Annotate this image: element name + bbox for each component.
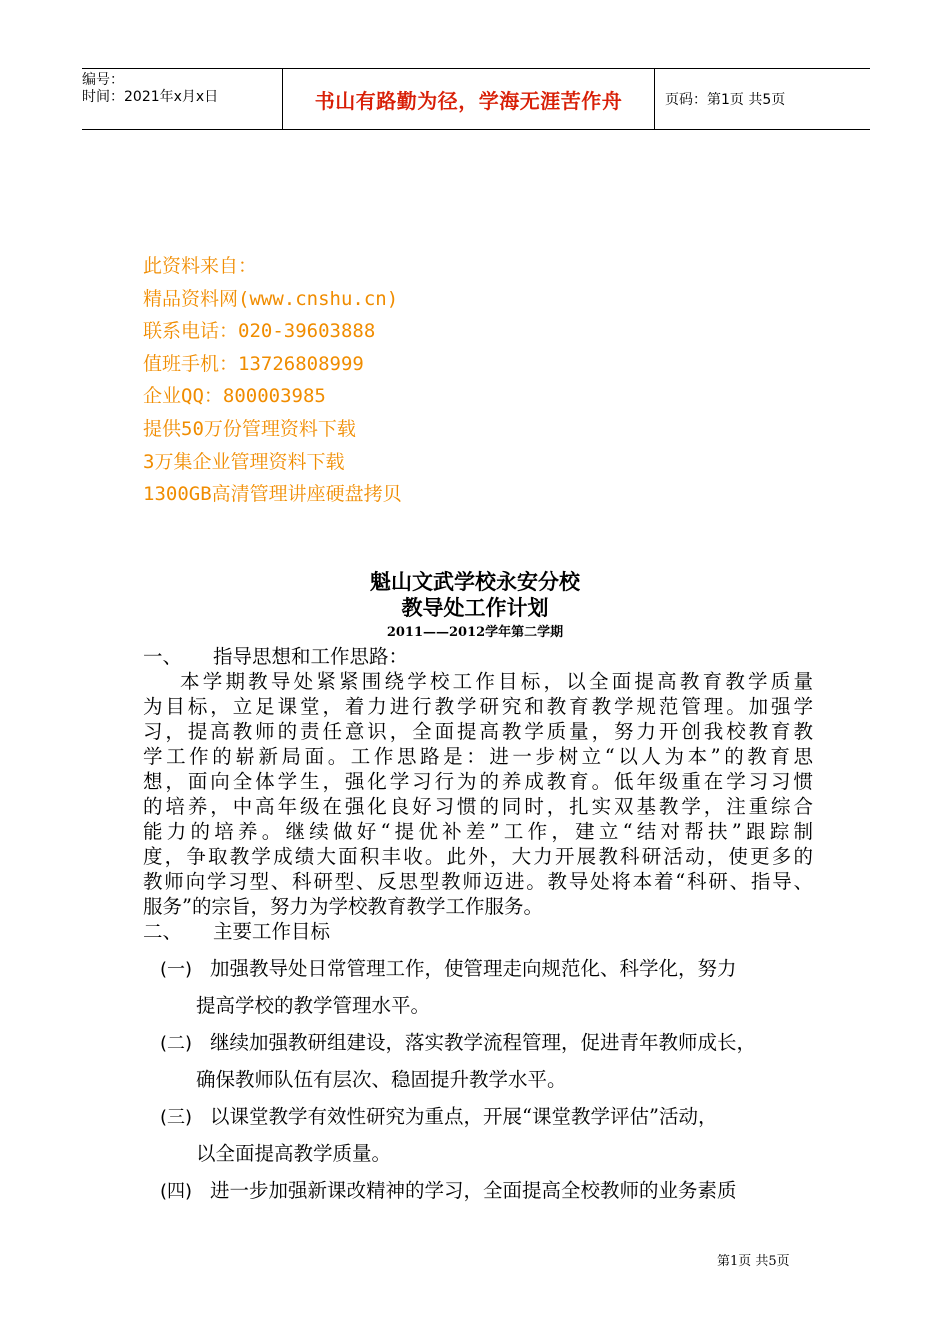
promo-line: 提供50万份管理资料下载 [143, 417, 356, 440]
paragraph-line: 想，面向全体学生，强化学习行为的养成教育。低年级重在学习习惯 [143, 770, 813, 793]
goal-number: (一) [160, 959, 193, 980]
goal-number: (四) [160, 1181, 193, 1202]
section-title: 主要工作目标 [213, 920, 331, 943]
goal-text: 进一步加强新课改精神的学习，全面提高全校教师的业务素质 [210, 1179, 737, 1202]
header-page-info: 页码：第1页 共5页 [665, 92, 786, 108]
paragraph-line: 本学期教导处紧紧围绕学校工作目标，以全面提高教育教学质量 [180, 670, 813, 693]
paragraph-line: 服务”的宗旨，努力为学校教育教学工作服务。 [143, 895, 543, 918]
goal-item [160, 1098, 820, 1172]
promo-line: 1300GB高清管理讲座硬盘拷贝 [143, 483, 402, 506]
paragraph-line: 度，争取教学成绩大面积丰收。此外，大力开展教科研活动，使更多的 [143, 845, 813, 868]
school-title: 魁山文武学校永安分校 [370, 569, 580, 594]
goal-text: 加强教导处日常管理工作，使管理走向规范化、科学化，努力 [210, 957, 737, 980]
time-label: 时间：2021年x月x日 [82, 89, 219, 105]
paragraph-line: 的培养，中高年级在强化良好习惯的同时，扎实双基教学，注重综合 [143, 795, 813, 818]
header-meta [82, 69, 282, 129]
term-subtitle: 2011——2012学年第二学期 [386, 625, 564, 640]
goal-item [160, 950, 820, 1024]
promo-line: 值班手机：13726808999 [143, 352, 364, 375]
section-heading [143, 919, 813, 944]
promo-block [143, 250, 402, 511]
paragraph-line: 教师向学习型、科研型、反思型教师迈进。教导处将本着“科研、指导、 [143, 870, 813, 893]
promo-line: 3万集企业管理资料下载 [143, 450, 345, 473]
promo-line: 企业QQ：800003985 [143, 385, 326, 408]
section-heading [143, 644, 813, 669]
section-title: 指导思想和工作思路： [213, 645, 409, 668]
goal-number: (三) [160, 1107, 193, 1128]
goal-text: 继续加强教研组建设，落实教学流程管理，促进青年教师成长， [210, 1031, 757, 1054]
paragraph-line: 能力的培养。继续做好“提优补差”工作，建立“结对帮扶”跟踪制 [143, 820, 813, 843]
header-motto: 书山有路勤为径，学海无涯苦作舟 [282, 69, 655, 129]
goal-text: 以课堂教学有效性研究为重点，开展“课堂教学评估”活动， [210, 1105, 718, 1128]
goal-list [160, 950, 820, 1209]
promo-line: 联系电话：020-39603888 [143, 320, 376, 343]
number-label: 编号： [82, 72, 124, 88]
paragraph-line: 学工作的崭新局面。工作思路是：进一步树立“以人为本”的教育思 [143, 745, 813, 768]
goal-item [160, 1024, 820, 1098]
goal-text-cont: 以全面提高教学质量。 [196, 1142, 392, 1165]
goal-text-cont: 提高学校的教学管理水平。 [196, 994, 431, 1017]
section-number: 二、 [143, 920, 183, 943]
paragraph-line: 习，提高教师的责任意识，全面提高教学质量，努力开创我校教育教 [143, 720, 813, 743]
page-header [82, 68, 870, 130]
goal-item [160, 1172, 820, 1209]
paragraph-line: 为目标，立足课堂，着力进行教学研究和教育教学规范管理。加强学 [143, 695, 813, 718]
section-number: 一、 [143, 645, 183, 668]
doc-title: 教导处工作计划 [401, 595, 549, 620]
promo-line: 精品资料网(www.cnshu.cn) [143, 287, 399, 310]
promo-line: 此资料来自： [143, 255, 258, 277]
goal-number: (二) [160, 1033, 193, 1054]
page-footer: 第1页 共5页 [717, 1254, 790, 1269]
section-guiding-ideas [143, 644, 813, 944]
goal-text-cont: 确保教师队伍有层次、稳固提升教学水平。 [196, 1068, 567, 1091]
